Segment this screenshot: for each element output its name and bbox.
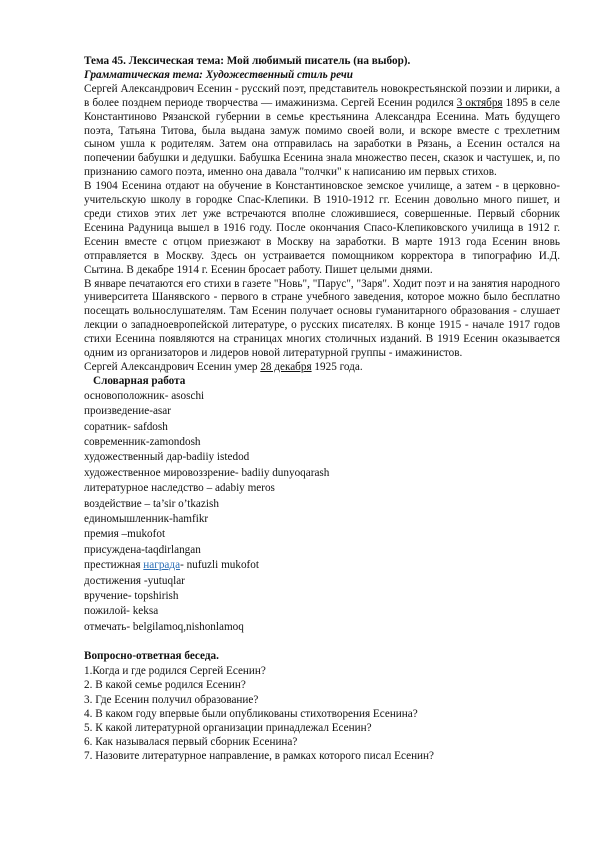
vocabulary-item: художественное мировоззрение- badiiy dunyoqarash [84,466,330,479]
qa-question: 7. Назовите литературное направление, в рамках которого писал Есенин? [84,750,434,763]
death-date: 28 декабря [260,360,312,373]
vocabulary-item: пожилой- keksa [84,605,159,618]
paragraph-publications: В январе печатаются его стихи в газете "Новь", "Парус", "Заря". Ходит поэт и на занятия народного университета Шанявского - первого в стране учебного заведения, которое можно было бесплатно посещать вольнослушателям. Там Есенин получает основы гуманитарного образования - слушает лекции о западноевропейской литературе, о русских писателях. В конце 1915 - начале 1917 годов стихи Есенина появляются на страницах многих столичных изданий. В 1919 Есенин оказывается одним из организаторов и лидеров новой литературной группы - имажинистов. [84,277,560,360]
vocabulary-item: единомышленник-hamfikr [84,513,209,525]
vocabulary-item: соратник- safdosh [84,420,168,433]
paragraph-4-text-a: Сергей Александрович Есенин умер [84,360,261,373]
vocabulary-item: литературное наследство – adabiy meros [84,482,275,495]
vocabulary-item: произведение-asar [84,405,171,418]
vocabulary-item: отмечать- belgilamoq,nishonlamoq [84,620,244,633]
qa-question: 3. Где Есенин получил образование? [84,693,259,706]
vocabulary-item: премия –mukofot [84,528,166,541]
paragraph-death [84,361,560,375]
qa-title: Вопросно-ответная беседа. [84,650,219,663]
qa-question: 5. К какой литературной организации принадлежал Есенин? [84,721,372,734]
award-prefix: престижная [84,559,144,572]
vocabulary-list [84,389,560,636]
birth-date: 3 октября [456,96,503,109]
paragraph-1-text-a: Сергей Александрович Есенин - русский поэт, представитель новокрестьянской поэзии и лирики, а в более позднем периоде творчества — имажинизма. Сергей Есенин родился [84,82,560,109]
vocabulary-item-award [84,558,560,573]
vocabulary-item: современник-zamondosh [84,435,201,448]
vocabulary-item: достижения -yutuqlar [84,574,185,587]
paragraph-4-text-b: 1925 года. [311,360,363,373]
award-link[interactable]: награда [143,559,181,572]
paragraph-education: В 1904 Есенина отдают на обучение в Константиновское земское училище, а затем - в церковно-учительскую школу в городке Спас-Клепики. В 1910-1912 гг. Есенин довольно много пишет, и среди стихов этих лет уже встречаются вполне сложившиеся, совершенные. Первый сборник Есенина Радуница вышел в 1916 году. После окончания Спасо-Клепиковского училища в 1912 г. Есенин вместе с отцом приезжают в Москву на заработки. В марте 1913 года Есенин вновь отправляется в Москву. Здесь он устраивается помощником корректора в типографию И.Д. Сытина. В декабре 1914 г. Есенин бросает работу. Пишет целыми днями. [84,180,560,276]
document-page [84,55,560,764]
qa-question: 1.Когда и где родился Сергей Есенин? [84,665,266,678]
qa-question: 4. В каком году впервые были опубликованы стихотворения Есенина? [84,707,418,720]
qa-question: 6. Как называлася первый сборник Есенина? [84,736,298,749]
vocabulary-item: основоположник- asoschi [84,389,205,402]
award-suffix: - nufuzli mukofot [180,559,259,572]
vocabulary-item: воздействие – ta’sir o’tkazish [84,497,219,510]
vocabulary-item: художественный дар-badiiy istedod [84,451,250,464]
paragraph-1-text-b: 1895 в селе Константиново Рязанской губернии в семье крестьянина Александра Есенина. Мать будущего поэта, Татьяна Титова, была выдана замуж помимо своей воли, и вскоре вместе с трехлетним сыном ушла к родителям. Затем она отправилась на заработки в Рязань, а Есенин остался на попечении бабушки и дедушки. Бабушка Есенина знала множество песен, сказок и частушек, и, по признанию самого поэта, именно она давала "толчки" к написанию им первых стихов. [84,96,560,179]
grammar-theme-heading: Грамматическая тема: Художественный стиль речи [84,68,354,81]
paragraph-biography-intro [84,83,560,180]
vocabulary-item: вручение- topshirish [84,590,179,603]
qa-question: 2. В какой семье родился Есенин? [84,679,246,692]
lesson-theme-heading: Тема 45. Лексическая тема: Мой любимый писатель (на выбор). [84,55,411,67]
qa-question-list [84,664,560,763]
vocabulary-title: Словарная работа [93,374,186,387]
vocabulary-item: присуждена-taqdirlangan [84,543,201,556]
